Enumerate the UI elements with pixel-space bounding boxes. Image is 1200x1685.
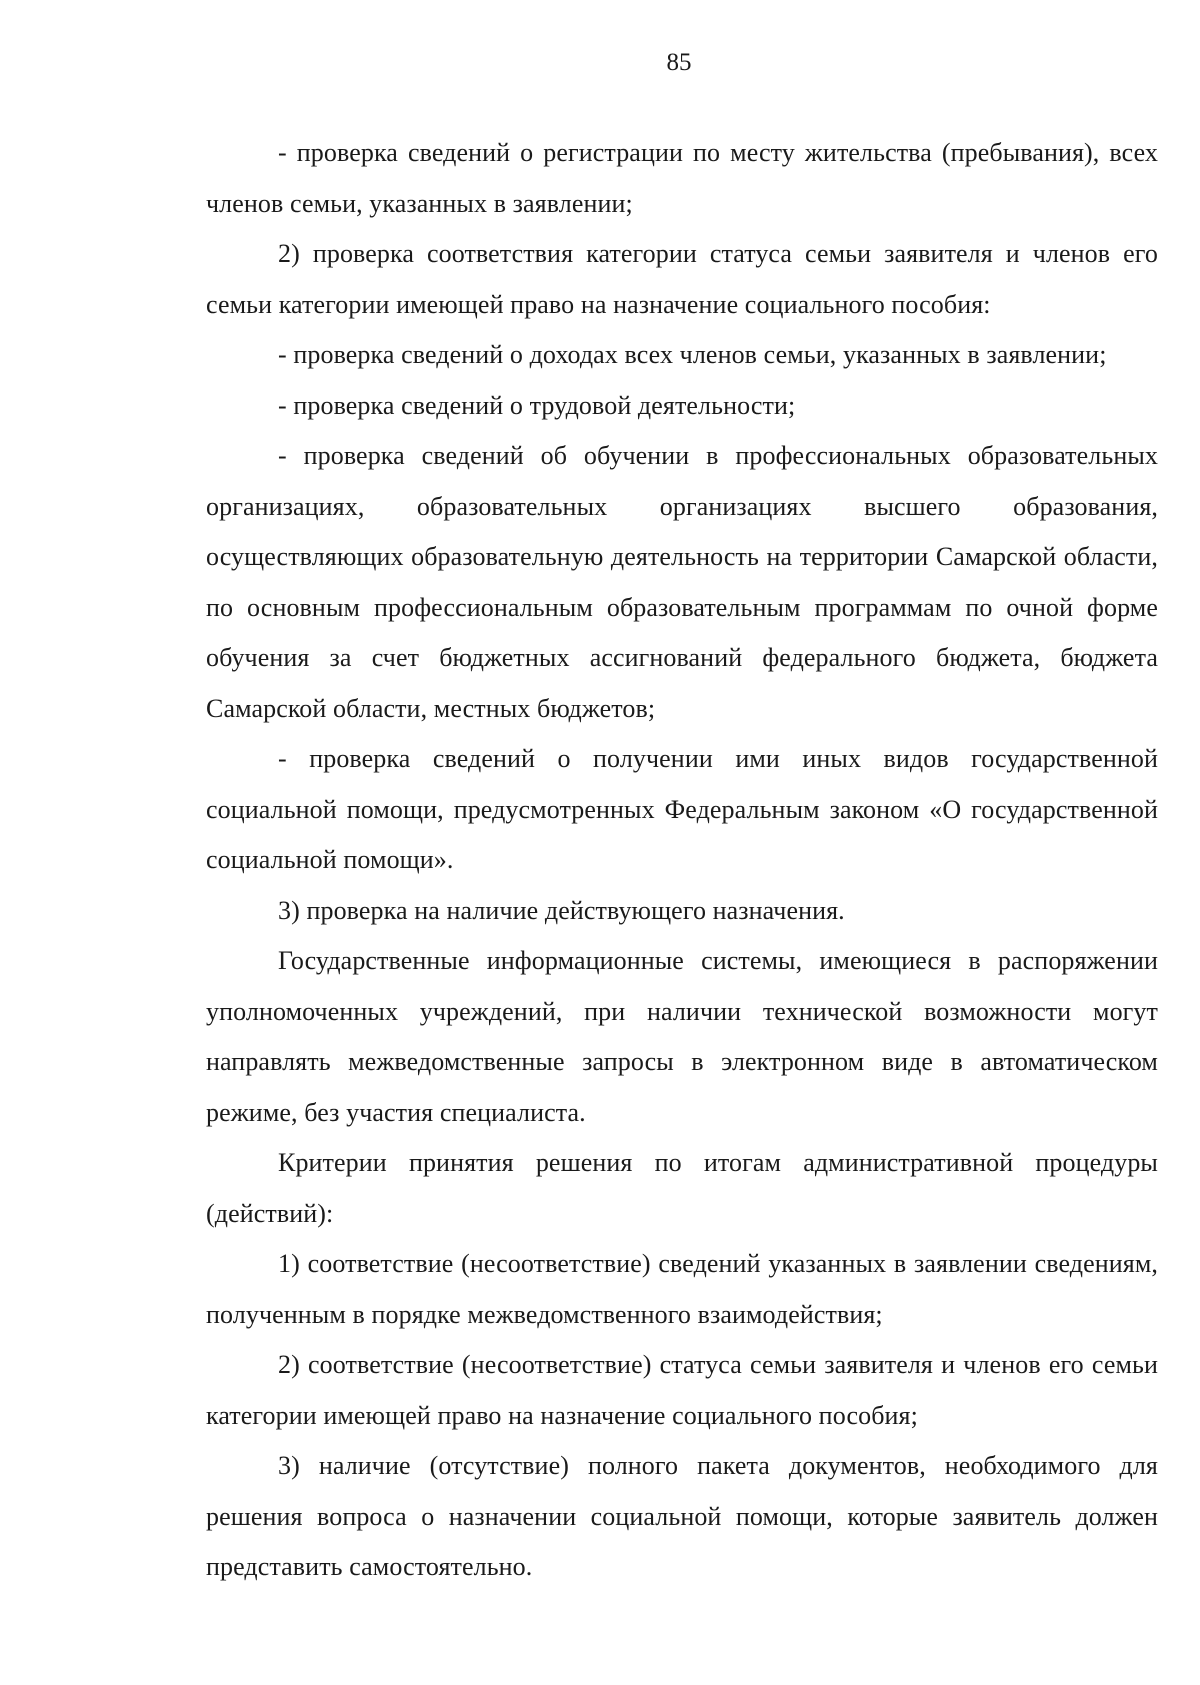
paragraph-criterion-1: 1) соответствие (несоответствие) сведений указанных в заявлении сведениям, полученным в порядке межведомственного взаимодействия; [206,1249,1158,1329]
paragraph-information-systems: Государственные информационные системы, имеющиеся в распоряжении уполномоченных учреждений, при наличии технической возможности могут направлять межведомственные запросы в электронном виде в автоматическом режиме, без участия специалиста. [206,946,1158,1127]
paragraph-criterion-2: 2) соответствие (несоответствие) статуса семьи заявителя и членов его семьи категории имеющей право на назначение социального пособия; [206,1350,1158,1430]
paragraph-status-category-check: 2) проверка соответствия категории статуса семьи заявителя и членов его семьи категории имеющей право на назначение социального пособия: [206,239,1158,319]
paragraph-income-check: - проверка сведений о доходах всех членов семьи, указанных в заявлении; [278,340,1107,369]
paragraph-criterion-3: 3) наличие (отсутствие) полного пакета документов, необходимого для решения вопроса о назначении социальной помощи, которые заявитель должен представить самостоятельно. [206,1451,1158,1581]
page-number: 85 [666,49,692,76]
paragraph-active-assignment-check: 3) проверка на наличие действующего назначения. [278,895,845,925]
paragraph-social-aid-check: - проверка сведений о получении ими иных видов государственной социальной помощи, предусмотренных Федеральным законом «О государственной социальной помощи». [206,744,1158,874]
paragraph-education-check: - проверка сведений об обучении в профессиональных образовательных организациях, образовательных организациях высшего образования, осуществляющих образовательную деятельность на территории Самарской области, по основным профессиональным образовательным программам по очной форме обучения за счет бюджетных ассигнований федерального бюджета, бюджета Самарской области, местных бюджетов; [206,441,1158,723]
paragraph-residence-check: - проверка сведений о регистрации по месту жительства (пребывания), всех членов семьи, указанных в заявлении; [206,138,1158,218]
paragraph-decision-criteria-heading: Критерии принятия решения по итогам административной процедуры (действий): [206,1148,1158,1228]
document-body [206,128,1158,1593]
paragraph-employment-check: - проверка сведений о трудовой деятельности; [278,390,796,420]
